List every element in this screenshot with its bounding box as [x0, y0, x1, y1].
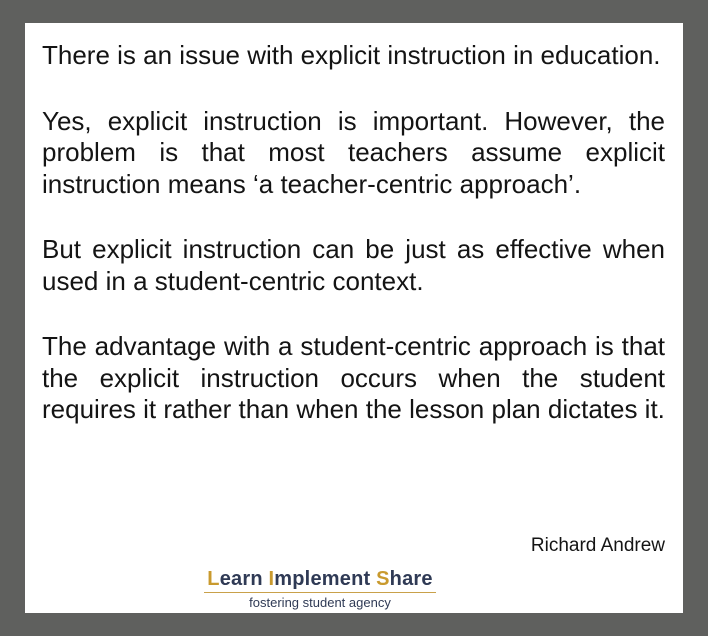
logo-initial: I — [268, 568, 275, 590]
logo-title — [200, 567, 440, 591]
brand-logo — [200, 567, 440, 610]
quote-paragraph: But explicit instruction can be just as effective when used in a student-centric context. — [42, 234, 665, 296]
quote-paragraph: There is an issue with explicit instruction in education. — [42, 40, 661, 70]
logo-word: earn — [219, 568, 269, 590]
logo-divider — [204, 592, 436, 593]
quote-paragraph: Yes, explicit instruction is important. However, the problem is that most teachers assume explicit instruction means ‘a teacher-centric approach’. — [42, 105, 665, 199]
logo-word: mplement — [274, 568, 377, 590]
logo-word: hare — [389, 568, 433, 590]
logo-initial: L — [207, 568, 220, 590]
quote-card — [25, 23, 683, 613]
quote-author: Richard Andrew — [530, 535, 665, 556]
logo-initial: S — [376, 568, 390, 590]
quote-paragraph: The advantage with a student-centric approach is that the explicit instruction occurs when the student requires it rather than when the lesson plan dictates it. — [42, 331, 665, 424]
quote-body — [42, 40, 665, 460]
logo-tagline: fostering student agency — [249, 595, 391, 610]
